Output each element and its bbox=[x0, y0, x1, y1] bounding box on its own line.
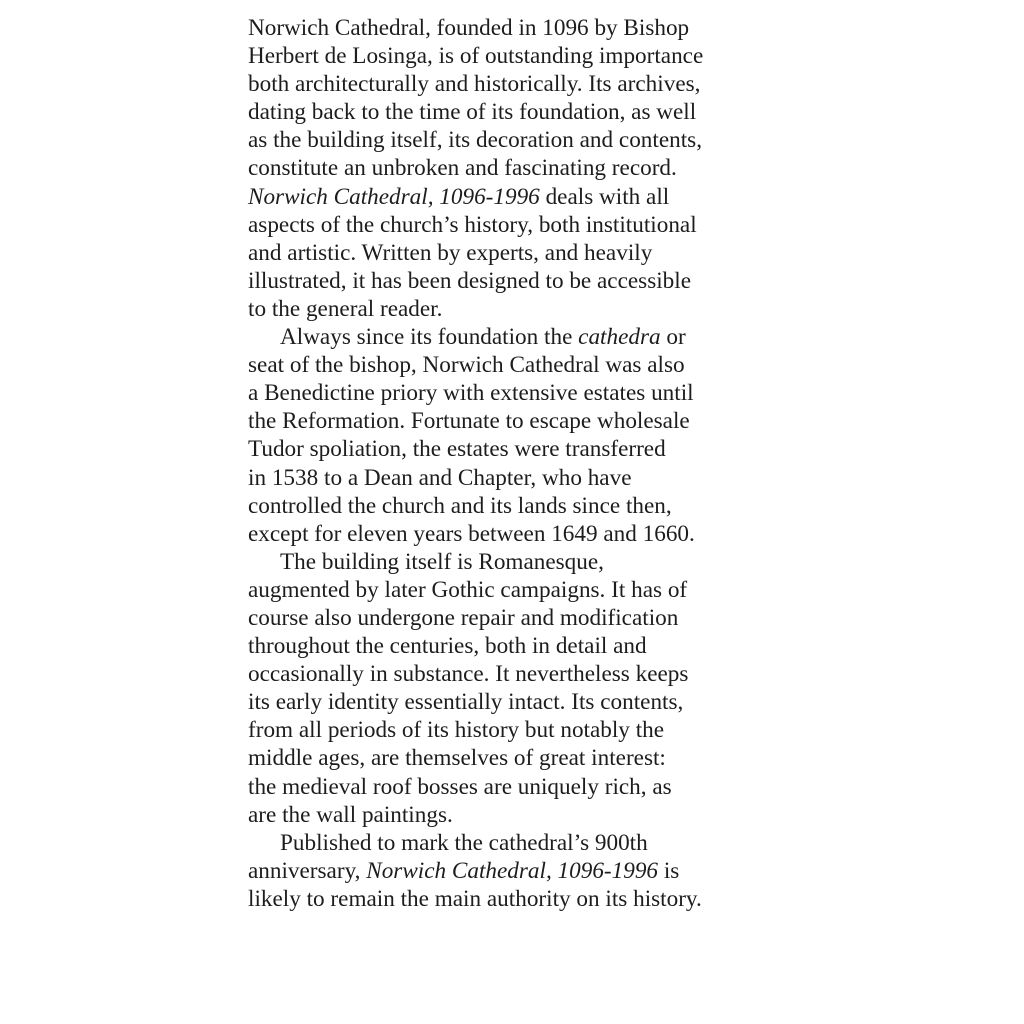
text-line: occasionally in substance. It nevertheless keeps bbox=[248, 661, 689, 688]
text-line: seat of the bishop, Norwich Cathedral was also bbox=[248, 352, 685, 379]
text-line: controlled the church and its lands since then, bbox=[248, 492, 672, 519]
text-line: illustrated, it has been designed to be accessible bbox=[248, 267, 691, 294]
text-line: are the wall paintings. bbox=[248, 801, 453, 828]
text-line: Norwich Cathedral, 1096-1996 deals with all bbox=[248, 183, 670, 210]
text-line: both architecturally and historically. Its archives, bbox=[248, 71, 701, 98]
text-line: Published to mark the cathedral’s 900th bbox=[280, 829, 648, 856]
text-line: dating back to the time of its foundation, as well bbox=[248, 99, 697, 126]
text-line: constitute an unbroken and fascinating record. bbox=[248, 155, 677, 182]
text-line: and artistic. Written by experts, and heavily bbox=[248, 239, 653, 266]
text-line: aspects of the church’s history, both institutional bbox=[248, 211, 697, 238]
paragraph-3 bbox=[248, 548, 768, 829]
text-line: except for eleven years between 1649 and 1660. bbox=[248, 520, 695, 547]
book-title-italic: Norwich Cathedral, 1096-1996 bbox=[366, 857, 659, 884]
text-line: from all periods of its history but notably the bbox=[248, 717, 665, 744]
paragraph-2 bbox=[248, 323, 768, 548]
text-line: course also undergone repair and modification bbox=[248, 604, 679, 631]
paragraph-1 bbox=[248, 14, 768, 323]
text-line: likely to remain the main authority on its history. bbox=[248, 885, 702, 912]
text-line: Tudor spoliation, the estates were transferred bbox=[248, 436, 666, 463]
text-line: in 1538 to a Dean and Chapter, who have bbox=[248, 464, 632, 491]
text-line: Herbert de Losinga, is of outstanding importance bbox=[248, 43, 704, 70]
text-line: anniversary, Norwich Cathedral, 1096-1996 is bbox=[248, 857, 680, 884]
text-line: a Benedictine priory with extensive estates until bbox=[248, 380, 694, 407]
text-line: its early identity essentially intact. Its contents, bbox=[248, 689, 684, 716]
text-line: the Reformation. Fortunate to escape wholesale bbox=[248, 408, 690, 435]
text-line: throughout the centuries, both in detail and bbox=[248, 633, 647, 660]
text-line: augmented by later Gothic campaigns. It has of bbox=[248, 576, 688, 603]
book-title-italic: Norwich Cathedral, 1096-1996 bbox=[248, 183, 540, 210]
text-line: Always since its foundation the cathedra or bbox=[280, 324, 686, 351]
text-line: as the building itself, its decoration and contents, bbox=[248, 127, 702, 154]
text-line: Norwich Cathedral, founded in 1096 by Bishop bbox=[248, 15, 690, 41]
text-line: The building itself is Romanesque, bbox=[280, 548, 604, 575]
cathedra-italic: cathedra bbox=[578, 324, 661, 351]
text-line: to the general reader. bbox=[248, 295, 443, 322]
text-line: the medieval roof bosses are uniquely rich, as bbox=[248, 773, 672, 800]
paragraph-4 bbox=[248, 829, 768, 913]
text-line: middle ages, are themselves of great interest: bbox=[248, 745, 666, 772]
book-description bbox=[248, 14, 768, 913]
